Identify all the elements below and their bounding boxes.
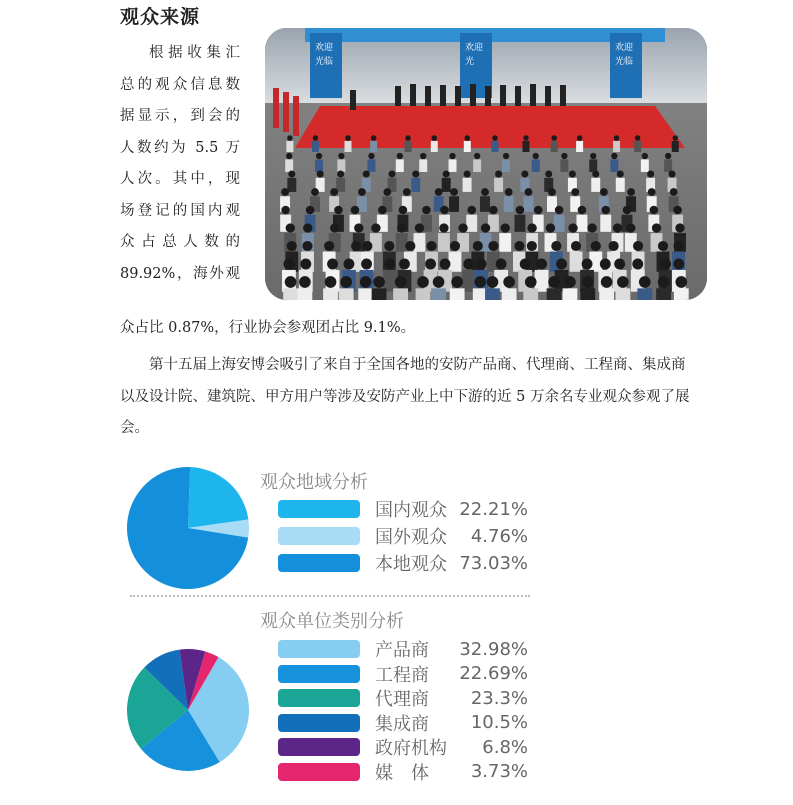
pie-slice-0 <box>188 467 248 528</box>
legend-value: 22.69% <box>459 663 528 684</box>
legend-value: 73.03% <box>459 552 528 574</box>
banner-text-right: 欢迎光临 <box>615 43 634 67</box>
legend-item <box>278 685 538 711</box>
legend-item <box>278 496 538 522</box>
legend-value: 4.76% <box>470 525 528 547</box>
intro-paragraph-tail: 众占比 0.87%，行业协会参观团占比 9.1%。 <box>120 320 416 336</box>
legend-value: 32.98% <box>459 638 528 660</box>
legend-swatch <box>278 763 360 781</box>
unit-chart-title: 观众单位类别分析 <box>260 611 404 632</box>
legend-swatch <box>278 500 360 518</box>
intro-line: 89.92%，海外观 <box>120 265 240 282</box>
section-divider <box>130 595 530 597</box>
intro-line: 据显示，到会的 <box>120 108 240 124</box>
legend-label: 本地观众 <box>375 554 447 575</box>
legend-item <box>278 710 538 736</box>
legend-label: 媒 体 <box>375 762 429 784</box>
legend-item <box>278 759 538 785</box>
region-legend <box>278 496 538 576</box>
legend-label: 国外观众 <box>375 527 447 548</box>
legend-value: 6.8% <box>482 736 528 758</box>
intro-line: 总的观众信息数 <box>120 76 240 93</box>
legend-value: 3.73% <box>470 761 528 782</box>
legend-label: 工程商 <box>375 664 429 686</box>
unit-pie-chart <box>124 646 252 774</box>
legend-swatch <box>278 554 360 572</box>
expo-opening-photo <box>265 28 707 300</box>
banner-text-mid: 欢迎光 <box>465 43 484 67</box>
section-title: 观众来源 <box>120 6 201 28</box>
region-chart-title: 观众地域分析 <box>260 472 368 493</box>
intro-line: 众占总人数的 <box>120 234 240 250</box>
legend-swatch <box>278 689 360 707</box>
legend-swatch <box>278 714 360 732</box>
legend-item <box>278 523 538 549</box>
legend-swatch <box>278 640 360 658</box>
intro-paragraph <box>120 38 240 290</box>
legend-label: 产品商 <box>375 640 429 661</box>
crowd-illustration <box>265 28 707 300</box>
intro-line: 人数约为 5.5 万 <box>120 139 240 156</box>
legend-value: 22.21% <box>459 498 528 520</box>
intro-line: 场登记的国内观 <box>120 202 240 219</box>
legend-value: 10.5% <box>470 712 528 733</box>
unit-legend <box>278 636 538 786</box>
intro-line: 人次。其中，现 <box>120 171 240 187</box>
legend-label: 政府机构 <box>375 738 447 759</box>
legend-item <box>278 636 538 662</box>
legend-label: 集成商 <box>375 713 429 735</box>
legend-swatch <box>278 665 360 683</box>
legend-swatch <box>278 738 360 756</box>
legend-label: 国内观众 <box>375 500 447 521</box>
legend-item <box>278 661 538 687</box>
legend-label: 代理商 <box>375 689 429 710</box>
legend-item <box>278 550 538 576</box>
region-pie-chart <box>125 465 251 591</box>
legend-item <box>278 734 538 760</box>
legend-value: 23.3% <box>470 687 528 709</box>
red-carpet-stage <box>295 106 685 148</box>
exhibitor-paragraph: 第十五届上海安博会吸引了来自于全国各地的安防产品商、代理商、工程商、集成商以及设计院、建筑院、甲方用户等涉及安防产业上中下游的近 5 万余名专业观众参观了展会。 <box>120 357 690 436</box>
legend-swatch <box>278 527 360 545</box>
intro-line: 根据收集汇 <box>149 45 240 61</box>
banner-text-left: 欢迎光临 <box>315 43 334 67</box>
